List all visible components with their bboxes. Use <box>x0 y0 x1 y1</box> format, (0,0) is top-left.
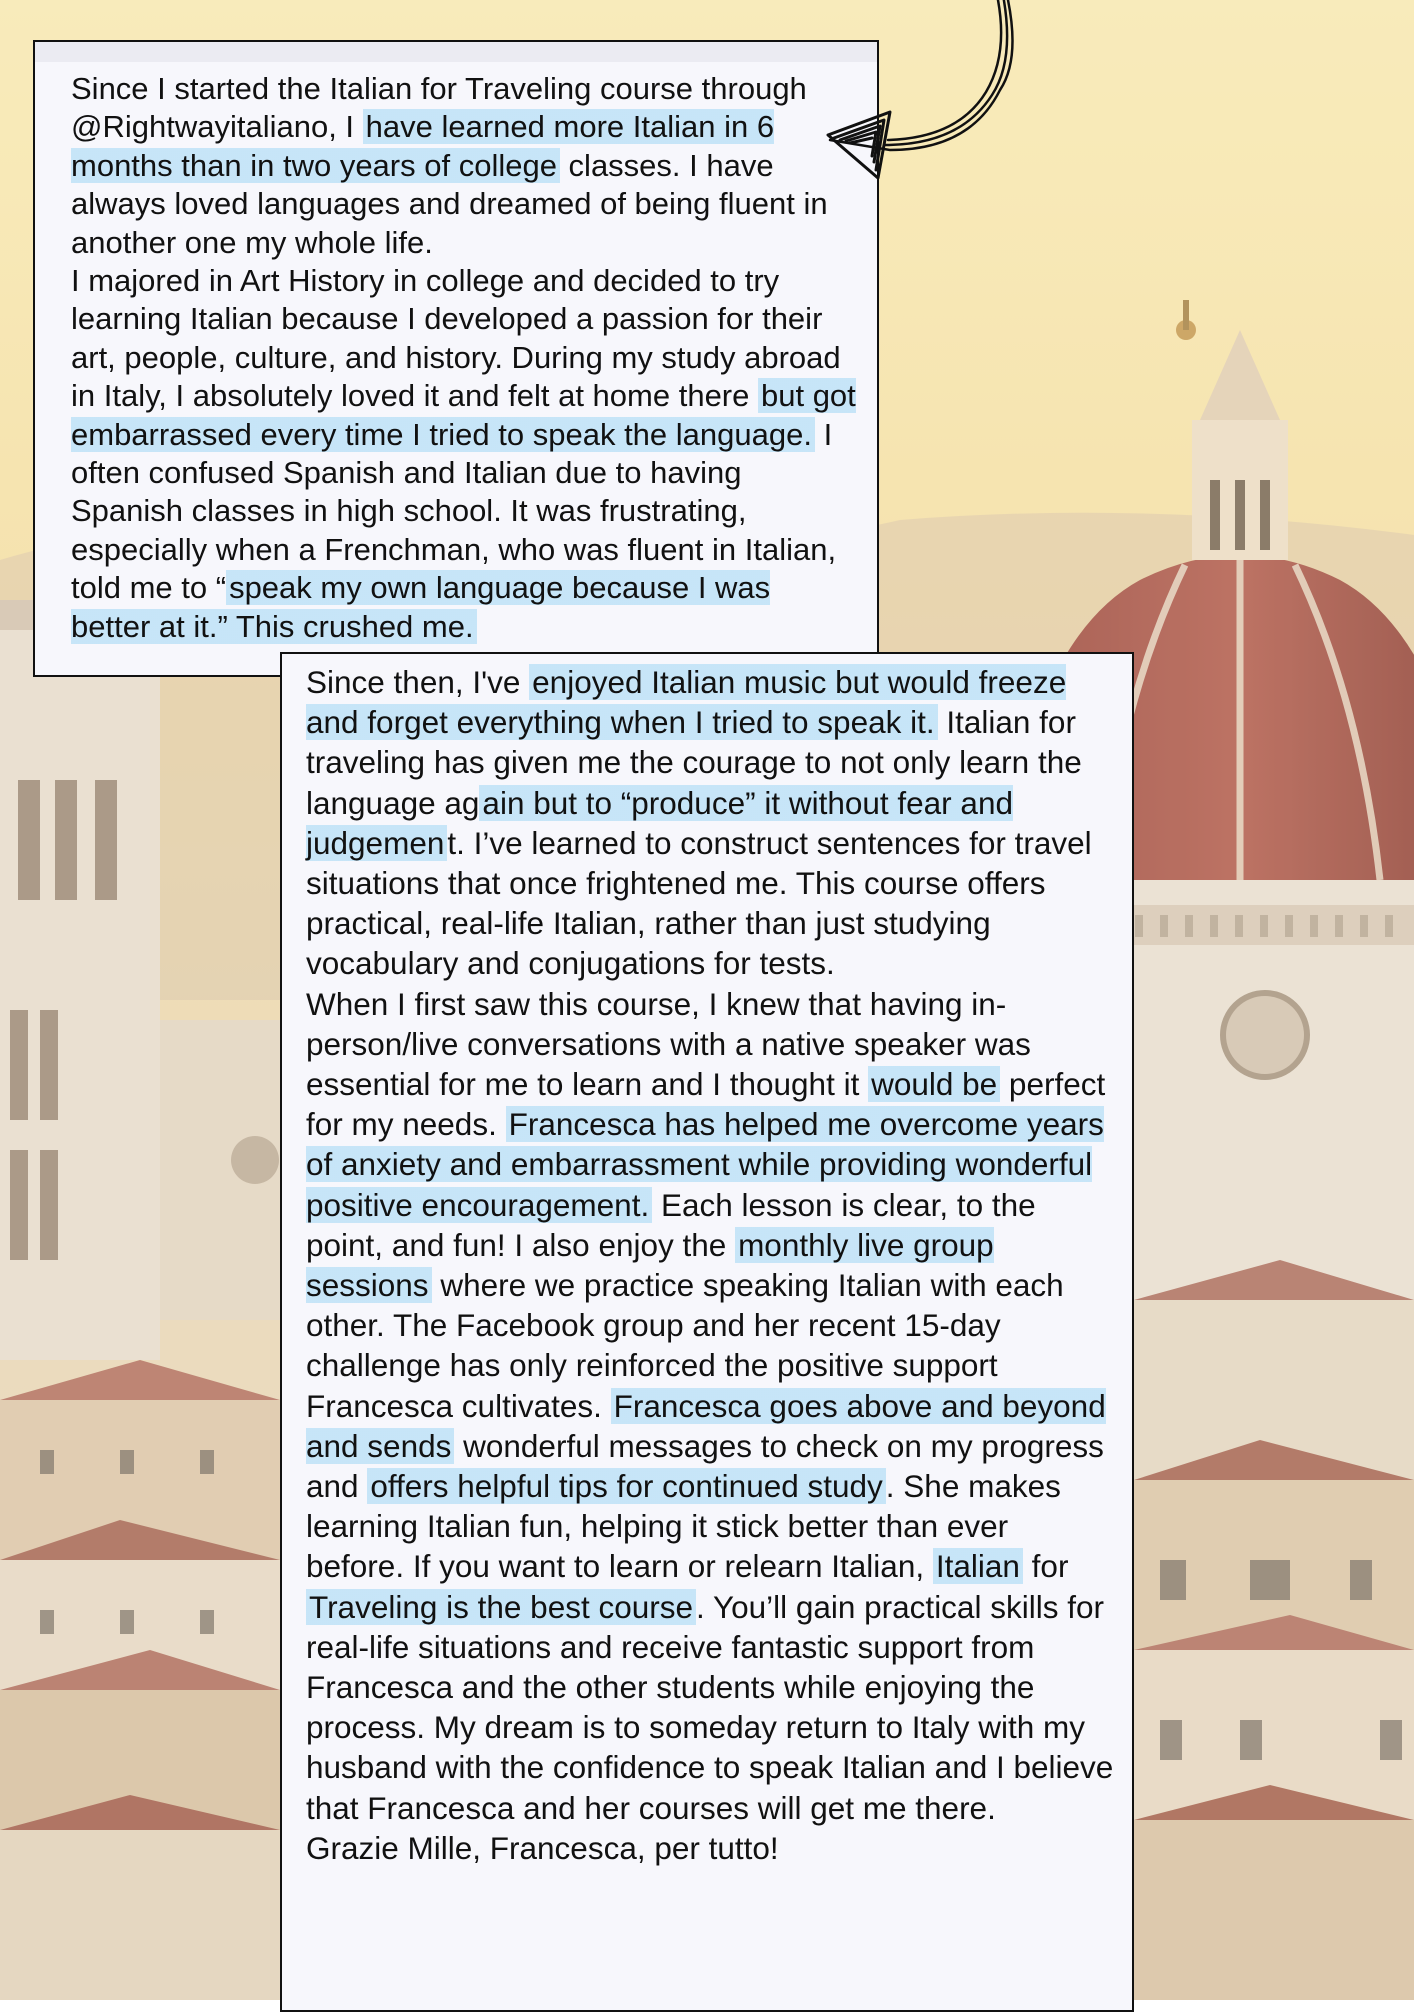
testimonial-text-part-1 <box>71 70 857 646</box>
text-segment: . You’ll gain practical skills for real-life situations and receive fantastic support from Francesca and the other students while enjoying the process. My dream is to someday return to Italy with my husband with the confidence to speak Italian and I believe that Francesca and her courses will get me there. <box>306 1588 1114 1826</box>
text-segment: I often confused Spanish and Italian due to having Spanish classes in high school. It was frustrating, especially when a Frenchman, who was fluent in Italian, told me to “ <box>71 416 837 606</box>
text-segment: When I first saw this course, I knew that having in-person/live conversations with a native speaker was essential for me to learn and I thought it <box>306 985 1031 1103</box>
text-segment: I majored in Art History in college and decided to try learning Italian because I developed a passion for their art, people, culture, and history. During my study abroad in Italy, I absolutely loved it and felt at home there <box>71 263 841 414</box>
paragraph <box>306 662 1114 984</box>
highlighted-text: but got embarrassed every time I tried to speak the language. <box>71 378 856 452</box>
paragraph <box>71 70 857 262</box>
text-segment: wonderful messages to check on my progress and <box>306 1427 1104 1505</box>
highlighted-text: monthly live group sessions <box>306 1226 994 1304</box>
highlighted-text: Francesca has helped me overcome years of anxiety and embarrassment while providing wonderful positive encouragement. <box>306 1106 1104 1223</box>
highlighted-text: Italian <box>933 1548 1023 1584</box>
text-segment: Each lesson is clear, to the point, and fun! I also enjoy the <box>306 1186 1036 1263</box>
text-segment: Since then, I've <box>306 664 530 700</box>
testimonial-text-part-2 <box>306 662 1114 1868</box>
text-segment: classes. I have always loved languages and dreamed of being fluent in another one my whole life. <box>71 147 828 260</box>
text-segment: for <box>1022 1548 1069 1585</box>
paragraph <box>71 262 857 646</box>
text-segment: Since I started the Italian for Traveling course through @Rightwayitaliano, I <box>71 71 807 145</box>
card-top-strip <box>35 42 877 62</box>
highlighted-text: speak my own language because I was better at it.” This crushed me. <box>71 570 771 644</box>
highlighted-text: would be <box>868 1066 1000 1102</box>
highlighted-text: Traveling is the best course <box>306 1589 696 1625</box>
testimonial-card-top <box>33 40 879 677</box>
highlighted-text: ain but to “produce” it without fear and judgemen <box>306 784 1013 861</box>
text-segment: . She makes learning Italian fun, helping it stick better than ever before. If you want to learn or relearn Italian, <box>306 1468 1061 1585</box>
testimonial-card-bottom <box>280 652 1134 2012</box>
highlighted-text: offers helpful tips for continued study <box>367 1468 885 1504</box>
text-segment: where we practice speaking Italian with each other. The Facebook group and her recent 15-day challenge has only reinforced the positive support Francesca cultivates. <box>306 1267 1064 1424</box>
paragraph <box>306 984 1114 1828</box>
highlighted-text: have learned more Italian in 6 months than in two years of college <box>71 109 775 183</box>
hand-drawn-arrow-icon <box>810 0 920 180</box>
text-segment: t. I’ve learned to construct sentences for travel situations that once frightened me. This course offers practical, real-life Italian, rather than just studying vocabulary and conjugations for tests. <box>306 824 1092 982</box>
closing-line: Grazie Mille, Francesca, per tutto! <box>306 1829 779 1866</box>
text-segment: perfect for my needs. <box>306 1066 1106 1143</box>
highlighted-text: enjoyed Italian music but would freeze and forget everything when I tried to speak it. <box>306 664 1067 741</box>
text-segment: Italian for traveling has given me the courage to not only learn the language ag <box>306 704 1082 821</box>
highlighted-text: Francesca goes above and beyond and sends <box>306 1387 1106 1464</box>
